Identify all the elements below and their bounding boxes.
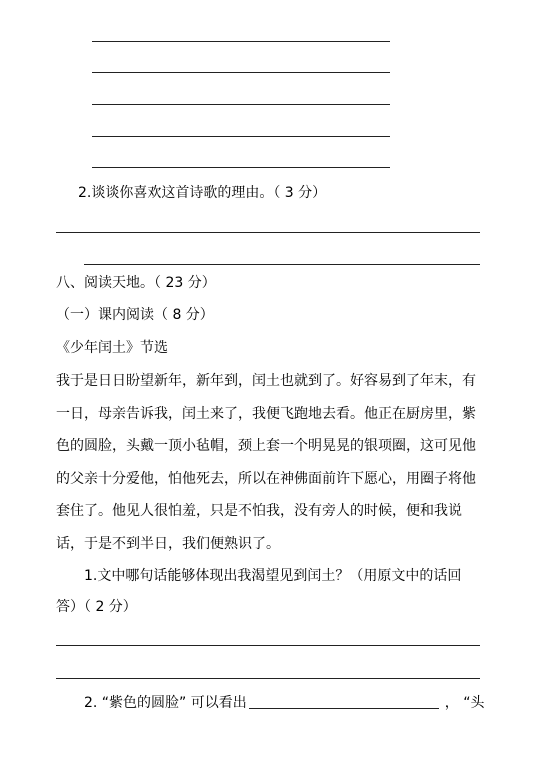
passage-line: 套住了。他见人很怕羞，只是不怕我，没有旁人的时候，便和我说	[56, 503, 462, 519]
question-1-line-2: 答）（ 2 分）	[56, 599, 137, 615]
answer-line-7[interactable]	[84, 264, 480, 265]
question-1-line-1: 1.文中哪句话能够体现出我渴望见到闰土？（用原文中的话回	[84, 568, 462, 584]
question-2b	[84, 693, 484, 713]
answer-line-1[interactable]	[92, 41, 390, 42]
passage-title: 《少年闰土》节选	[56, 340, 168, 356]
passage-line: 我于是日日盼望新年，新年到，闰土也就到了。好容易到了年末，有	[56, 373, 476, 389]
answer-line-2[interactable]	[92, 72, 390, 73]
answer-line-6[interactable]	[56, 232, 480, 233]
section-8-title: 八、阅读天地。（ 23 分）	[56, 275, 216, 291]
question-2b-end: ， “头	[444, 695, 485, 711]
passage-line: 色的圆脸，头戴一顶小毡帽，颈上套一个明晃晃的银项圈，这可见他	[56, 438, 476, 454]
answer-line-3[interactable]	[92, 104, 390, 105]
passage-line: 一日，母亲告诉我，闰土来了，我便飞跑地去看。他正在厨房里，紫	[56, 406, 476, 422]
subsection-1-title: （一）课内阅读（ 8 分）	[56, 307, 214, 323]
answer-line-5[interactable]	[92, 167, 390, 168]
answer-line-8[interactable]	[56, 645, 480, 646]
answer-line-9[interactable]	[56, 678, 480, 679]
passage-line: 的父亲十分爱他，怕他死去，所以在神佛面前许下愿心，用圈子将他	[56, 471, 476, 487]
answer-line-4[interactable]	[92, 136, 390, 137]
passage-line: 话，于是不到半日，我们便熟识了。	[56, 536, 280, 552]
question-2-prompt: 2.谈谈你喜欢这首诗歌的理由。（ 3 分）	[78, 185, 327, 201]
fill-blank[interactable]	[249, 694, 439, 709]
question-2b-start: 2. “紫色的圆脸” 可以看出	[84, 695, 247, 711]
